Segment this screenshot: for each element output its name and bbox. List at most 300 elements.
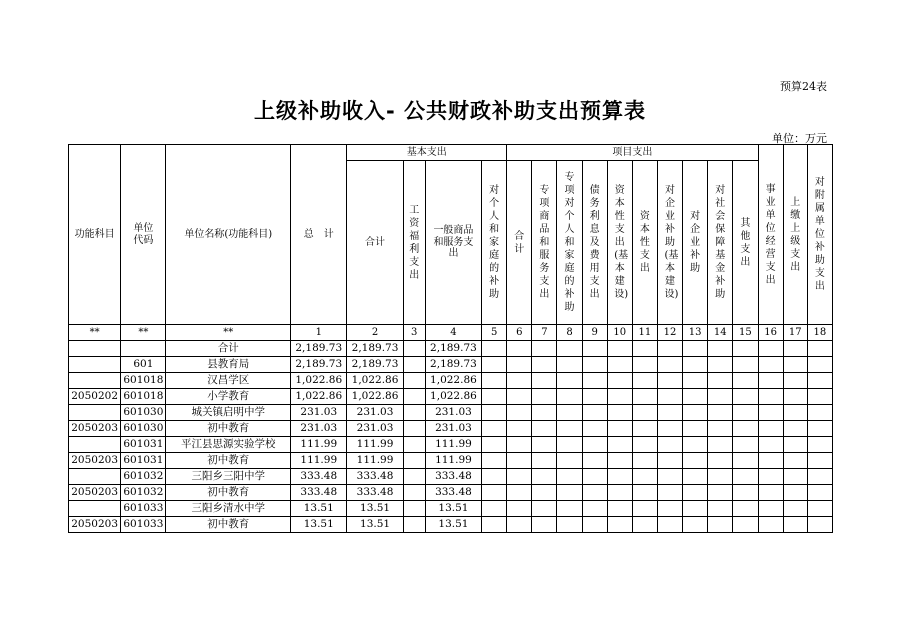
empty-cell xyxy=(807,389,832,405)
table-code: 预算24表 xyxy=(780,80,827,93)
header-special-individual: 专项对个人和家庭的补助 xyxy=(557,161,582,325)
empty-cell xyxy=(683,453,708,469)
header-unit-name: 单位名称(功能科目) xyxy=(166,145,291,325)
basic-sum-cell: 333.48 xyxy=(347,469,403,485)
empty-cell xyxy=(482,373,507,389)
empty-cell xyxy=(758,341,783,357)
empty-cell xyxy=(607,405,632,421)
wages-cell xyxy=(403,341,425,357)
empty-cell xyxy=(733,421,758,437)
table-row xyxy=(69,469,833,485)
empty-cell xyxy=(783,453,807,469)
empty-cell xyxy=(683,389,708,405)
goods-cell: 13.51 xyxy=(425,517,481,533)
empty-cell xyxy=(532,373,557,389)
empty-cell xyxy=(582,517,607,533)
wages-cell xyxy=(403,389,425,405)
empty-cell xyxy=(582,453,607,469)
empty-cell xyxy=(683,469,708,485)
empty-cell xyxy=(708,357,733,373)
index-cell: 4 xyxy=(425,325,481,341)
table-row xyxy=(69,485,833,501)
empty-cell xyxy=(607,517,632,533)
empty-cell xyxy=(482,389,507,405)
wages-cell xyxy=(403,517,425,533)
empty-cell xyxy=(607,373,632,389)
empty-cell xyxy=(482,341,507,357)
header-debt-interest: 债务利息及费用支出 xyxy=(582,161,607,325)
basic-sum-cell: 111.99 xyxy=(347,453,403,469)
empty-cell xyxy=(632,453,657,469)
header-other: 其他支出 xyxy=(733,161,758,325)
empty-cell xyxy=(683,517,708,533)
empty-cell xyxy=(482,357,507,373)
index-cell: 1 xyxy=(291,325,347,341)
empty-cell xyxy=(507,421,532,437)
func-subject-cell xyxy=(69,437,121,453)
empty-cell xyxy=(683,485,708,501)
total-cell: 1,022.86 xyxy=(291,389,347,405)
empty-cell xyxy=(807,485,832,501)
empty-cell xyxy=(607,357,632,373)
goods-cell: 231.03 xyxy=(425,405,481,421)
func-subject-cell: 2050202 xyxy=(69,389,121,405)
index-cell: 6 xyxy=(507,325,532,341)
header-goods: 一般商品和服务支出 xyxy=(425,161,481,325)
empty-cell xyxy=(532,389,557,405)
empty-cell xyxy=(582,501,607,517)
table-body xyxy=(69,341,833,533)
empty-cell xyxy=(607,437,632,453)
empty-cell xyxy=(482,517,507,533)
empty-cell xyxy=(532,421,557,437)
empty-cell xyxy=(733,453,758,469)
unit-code-cell: 601033 xyxy=(121,501,166,517)
unit-code-cell: 601031 xyxy=(121,453,166,469)
goods-cell: 111.99 xyxy=(425,437,481,453)
empty-cell xyxy=(758,517,783,533)
empty-cell xyxy=(758,357,783,373)
empty-cell xyxy=(632,405,657,421)
wages-cell xyxy=(403,453,425,469)
header-unit-code: 单位代码 xyxy=(121,145,166,325)
page-title: 上级补助收入- 公共财政补助支出预算表 xyxy=(253,99,647,123)
unit-code-cell: 601 xyxy=(121,357,166,373)
empty-cell xyxy=(582,469,607,485)
empty-cell xyxy=(607,341,632,357)
index-cell: 3 xyxy=(403,325,425,341)
empty-cell xyxy=(582,421,607,437)
basic-sum-cell: 13.51 xyxy=(347,517,403,533)
empty-cell xyxy=(632,485,657,501)
empty-cell xyxy=(657,485,682,501)
table-row xyxy=(69,405,833,421)
total-cell: 111.99 xyxy=(291,437,347,453)
empty-cell xyxy=(708,341,733,357)
empty-cell xyxy=(807,517,832,533)
empty-cell xyxy=(657,437,682,453)
empty-cell xyxy=(807,341,832,357)
empty-cell xyxy=(557,453,582,469)
total-cell: 333.48 xyxy=(291,469,347,485)
empty-cell xyxy=(557,341,582,357)
empty-cell xyxy=(807,373,832,389)
wages-cell xyxy=(403,485,425,501)
empty-cell xyxy=(607,421,632,437)
basic-sum-cell: 1,022.86 xyxy=(347,373,403,389)
header-wages: 工资福利支出 xyxy=(403,161,425,325)
empty-cell xyxy=(532,469,557,485)
empty-cell xyxy=(557,469,582,485)
goods-cell: 231.03 xyxy=(425,421,481,437)
header-upper-remit: 上缴上级支出 xyxy=(783,145,807,325)
empty-cell xyxy=(733,485,758,501)
empty-cell xyxy=(607,469,632,485)
total-cell: 231.03 xyxy=(291,405,347,421)
wages-cell xyxy=(403,421,425,437)
empty-cell xyxy=(807,437,832,453)
unit-code-cell: 601032 xyxy=(121,469,166,485)
index-cell: 9 xyxy=(582,325,607,341)
empty-cell xyxy=(557,373,582,389)
empty-cell xyxy=(557,501,582,517)
empty-cell xyxy=(758,421,783,437)
empty-cell xyxy=(783,437,807,453)
empty-cell xyxy=(683,341,708,357)
empty-cell xyxy=(582,389,607,405)
table-row xyxy=(69,389,833,405)
total-cell: 111.99 xyxy=(291,453,347,469)
header-enterprise: 对企业补助 xyxy=(683,161,708,325)
header-project-group: 项目支出 xyxy=(507,145,758,161)
unit-code-cell: 601018 xyxy=(121,373,166,389)
total-cell: 13.51 xyxy=(291,501,347,517)
empty-cell xyxy=(532,485,557,501)
empty-cell xyxy=(783,373,807,389)
empty-cell xyxy=(482,421,507,437)
basic-sum-cell: 2,189.73 xyxy=(347,341,403,357)
unit-name-cell: 城关镇启明中学 xyxy=(166,405,291,421)
empty-cell xyxy=(632,501,657,517)
wages-cell xyxy=(403,405,425,421)
empty-cell xyxy=(758,389,783,405)
table-row xyxy=(69,517,833,533)
empty-cell xyxy=(758,469,783,485)
unit-name-cell: 平江县思源实验学校 xyxy=(166,437,291,453)
unit-name-cell: 汉昌学区 xyxy=(166,373,291,389)
empty-cell xyxy=(582,357,607,373)
empty-cell xyxy=(482,469,507,485)
goods-cell: 2,189.73 xyxy=(425,341,481,357)
wages-cell xyxy=(403,437,425,453)
empty-cell xyxy=(632,389,657,405)
unit-code-cell: 601032 xyxy=(121,485,166,501)
empty-cell xyxy=(758,373,783,389)
empty-cell xyxy=(683,373,708,389)
empty-cell xyxy=(657,373,682,389)
empty-cell xyxy=(482,453,507,469)
empty-cell xyxy=(683,437,708,453)
empty-cell xyxy=(607,389,632,405)
empty-cell xyxy=(582,373,607,389)
empty-cell xyxy=(632,357,657,373)
empty-cell xyxy=(783,485,807,501)
empty-cell xyxy=(507,485,532,501)
wages-cell xyxy=(403,469,425,485)
index-cell: 8 xyxy=(557,325,582,341)
empty-cell xyxy=(657,389,682,405)
empty-cell xyxy=(733,469,758,485)
empty-cell xyxy=(708,517,733,533)
index-row xyxy=(69,325,833,341)
goods-cell: 333.48 xyxy=(425,485,481,501)
empty-cell xyxy=(557,437,582,453)
wages-cell xyxy=(403,357,425,373)
empty-cell xyxy=(657,341,682,357)
total-cell: 2,189.73 xyxy=(291,357,347,373)
unit-name-cell: 三阳乡三阳中学 xyxy=(166,469,291,485)
empty-cell xyxy=(507,405,532,421)
unit-name-cell: 小学教育 xyxy=(166,389,291,405)
table-row xyxy=(69,453,833,469)
header-capital-construction: 资本性支出(基本建设) xyxy=(607,161,632,325)
empty-cell xyxy=(482,501,507,517)
empty-cell xyxy=(807,501,832,517)
empty-cell xyxy=(632,421,657,437)
empty-cell xyxy=(733,437,758,453)
empty-cell xyxy=(557,517,582,533)
total-cell: 2,189.73 xyxy=(291,341,347,357)
empty-cell xyxy=(482,437,507,453)
index-cell: 2 xyxy=(347,325,403,341)
empty-cell xyxy=(783,501,807,517)
header-special-goods: 专项商品和服务支出 xyxy=(532,161,557,325)
empty-cell xyxy=(482,485,507,501)
index-cell: 12 xyxy=(657,325,682,341)
index-cell: 7 xyxy=(532,325,557,341)
index-cell: 11 xyxy=(632,325,657,341)
header-business-expense: 事业单位经营支出 xyxy=(758,145,783,325)
func-subject-cell xyxy=(69,501,121,517)
header-capital: 资本性支出 xyxy=(632,161,657,325)
empty-cell xyxy=(657,405,682,421)
empty-cell xyxy=(582,437,607,453)
empty-cell xyxy=(807,469,832,485)
header-basic-sum: 合计 xyxy=(347,161,403,325)
index-cell: 10 xyxy=(607,325,632,341)
unit-code-cell: 601031 xyxy=(121,437,166,453)
empty-cell xyxy=(657,501,682,517)
table-row xyxy=(69,341,833,357)
empty-cell xyxy=(807,357,832,373)
index-cell: 14 xyxy=(708,325,733,341)
empty-cell xyxy=(657,421,682,437)
unit-name-cell: 初中教育 xyxy=(166,421,291,437)
index-cell: 13 xyxy=(683,325,708,341)
empty-cell xyxy=(758,485,783,501)
empty-cell xyxy=(657,469,682,485)
table-row xyxy=(69,357,833,373)
empty-cell xyxy=(507,437,532,453)
goods-cell: 111.99 xyxy=(425,453,481,469)
empty-cell xyxy=(632,469,657,485)
basic-sum-cell: 333.48 xyxy=(347,485,403,501)
basic-sum-cell: 13.51 xyxy=(347,501,403,517)
empty-cell xyxy=(507,357,532,373)
empty-cell xyxy=(507,389,532,405)
empty-cell xyxy=(783,469,807,485)
empty-cell xyxy=(632,517,657,533)
wages-cell xyxy=(403,373,425,389)
empty-cell xyxy=(657,453,682,469)
func-subject-cell: 2050203 xyxy=(69,453,121,469)
empty-cell xyxy=(807,405,832,421)
empty-cell xyxy=(807,421,832,437)
header-func-subject: 功能科目 xyxy=(69,145,121,325)
empty-cell xyxy=(507,469,532,485)
index-cell: ** xyxy=(121,325,166,341)
unit-name-cell: 初中教育 xyxy=(166,485,291,501)
empty-cell xyxy=(708,485,733,501)
header-individual-subsidy: 对个人和家庭的补助 xyxy=(482,161,507,325)
empty-cell xyxy=(557,405,582,421)
basic-sum-cell: 2,189.73 xyxy=(347,357,403,373)
total-cell: 13.51 xyxy=(291,517,347,533)
basic-sum-cell: 1,022.86 xyxy=(347,389,403,405)
empty-cell xyxy=(708,501,733,517)
empty-cell xyxy=(783,357,807,373)
unit-name-cell: 县教育局 xyxy=(166,357,291,373)
goods-cell: 2,189.73 xyxy=(425,357,481,373)
empty-cell xyxy=(783,517,807,533)
empty-cell xyxy=(783,389,807,405)
empty-cell xyxy=(507,501,532,517)
basic-sum-cell: 111.99 xyxy=(347,437,403,453)
empty-cell xyxy=(758,405,783,421)
table-row xyxy=(69,501,833,517)
empty-cell xyxy=(708,437,733,453)
empty-cell xyxy=(607,501,632,517)
empty-cell xyxy=(733,501,758,517)
goods-cell: 1,022.86 xyxy=(425,373,481,389)
index-cell: 18 xyxy=(807,325,832,341)
table-row xyxy=(69,373,833,389)
empty-cell xyxy=(532,437,557,453)
empty-cell xyxy=(683,421,708,437)
total-cell: 333.48 xyxy=(291,485,347,501)
table-row xyxy=(69,421,833,437)
func-subject-cell: 2050203 xyxy=(69,517,121,533)
empty-cell xyxy=(708,469,733,485)
empty-cell xyxy=(507,373,532,389)
unit-code-cell: 601030 xyxy=(121,421,166,437)
empty-cell xyxy=(657,517,682,533)
empty-cell xyxy=(507,453,532,469)
empty-cell xyxy=(683,501,708,517)
total-cell: 1,022.86 xyxy=(291,373,347,389)
goods-cell: 333.48 xyxy=(425,469,481,485)
empty-cell xyxy=(532,405,557,421)
header-basic-group: 基本支出 xyxy=(347,145,507,161)
func-subject-cell: 2050203 xyxy=(69,485,121,501)
empty-cell xyxy=(733,389,758,405)
empty-cell xyxy=(783,405,807,421)
empty-cell xyxy=(733,517,758,533)
empty-cell xyxy=(557,485,582,501)
index-cell: 15 xyxy=(733,325,758,341)
unit-code-cell: 601033 xyxy=(121,517,166,533)
index-cell: 5 xyxy=(482,325,507,341)
empty-cell xyxy=(632,373,657,389)
func-subject-cell xyxy=(69,373,121,389)
empty-cell xyxy=(733,341,758,357)
func-subject-cell: 2050203 xyxy=(69,421,121,437)
empty-cell xyxy=(532,501,557,517)
index-cell: 17 xyxy=(783,325,807,341)
empty-cell xyxy=(708,373,733,389)
unit-name-cell: 三阳乡清水中学 xyxy=(166,501,291,517)
unit-name-cell: 初中教育 xyxy=(166,517,291,533)
empty-cell xyxy=(532,341,557,357)
empty-cell xyxy=(582,341,607,357)
empty-cell xyxy=(607,453,632,469)
empty-cell xyxy=(758,437,783,453)
empty-cell xyxy=(733,373,758,389)
func-subject-cell xyxy=(69,405,121,421)
func-subject-cell xyxy=(69,469,121,485)
goods-cell: 1,022.86 xyxy=(425,389,481,405)
header-affiliated-subsidy: 对附属单位补助支出 xyxy=(807,145,832,325)
header-social-security: 对社会保障基金补助 xyxy=(708,161,733,325)
empty-cell xyxy=(783,421,807,437)
empty-cell xyxy=(758,453,783,469)
basic-sum-cell: 231.03 xyxy=(347,421,403,437)
goods-cell: 13.51 xyxy=(425,501,481,517)
unit-name-cell: 初中教育 xyxy=(166,453,291,469)
unit-code-cell: 601030 xyxy=(121,405,166,421)
empty-cell xyxy=(557,357,582,373)
empty-cell xyxy=(507,517,532,533)
empty-cell xyxy=(708,421,733,437)
empty-cell xyxy=(632,437,657,453)
empty-cell xyxy=(657,357,682,373)
empty-cell xyxy=(683,405,708,421)
unit-code-cell xyxy=(121,341,166,357)
empty-cell xyxy=(582,485,607,501)
wages-cell xyxy=(403,501,425,517)
empty-cell xyxy=(807,453,832,469)
empty-cell xyxy=(532,453,557,469)
empty-cell xyxy=(758,501,783,517)
empty-cell xyxy=(683,357,708,373)
header-proj-sum: 合计 xyxy=(507,161,532,325)
basic-sum-cell: 231.03 xyxy=(347,405,403,421)
index-cell: ** xyxy=(69,325,121,341)
table-row xyxy=(69,437,833,453)
index-cell: 16 xyxy=(758,325,783,341)
empty-cell xyxy=(507,341,532,357)
func-subject-cell xyxy=(69,357,121,373)
header-enterprise-construction: 对企业补助(基本建设) xyxy=(657,161,682,325)
empty-cell xyxy=(607,485,632,501)
empty-cell xyxy=(733,405,758,421)
empty-cell xyxy=(532,357,557,373)
empty-cell xyxy=(557,421,582,437)
func-subject-cell xyxy=(69,341,121,357)
index-cell: ** xyxy=(166,325,291,341)
empty-cell xyxy=(733,357,758,373)
empty-cell xyxy=(708,405,733,421)
